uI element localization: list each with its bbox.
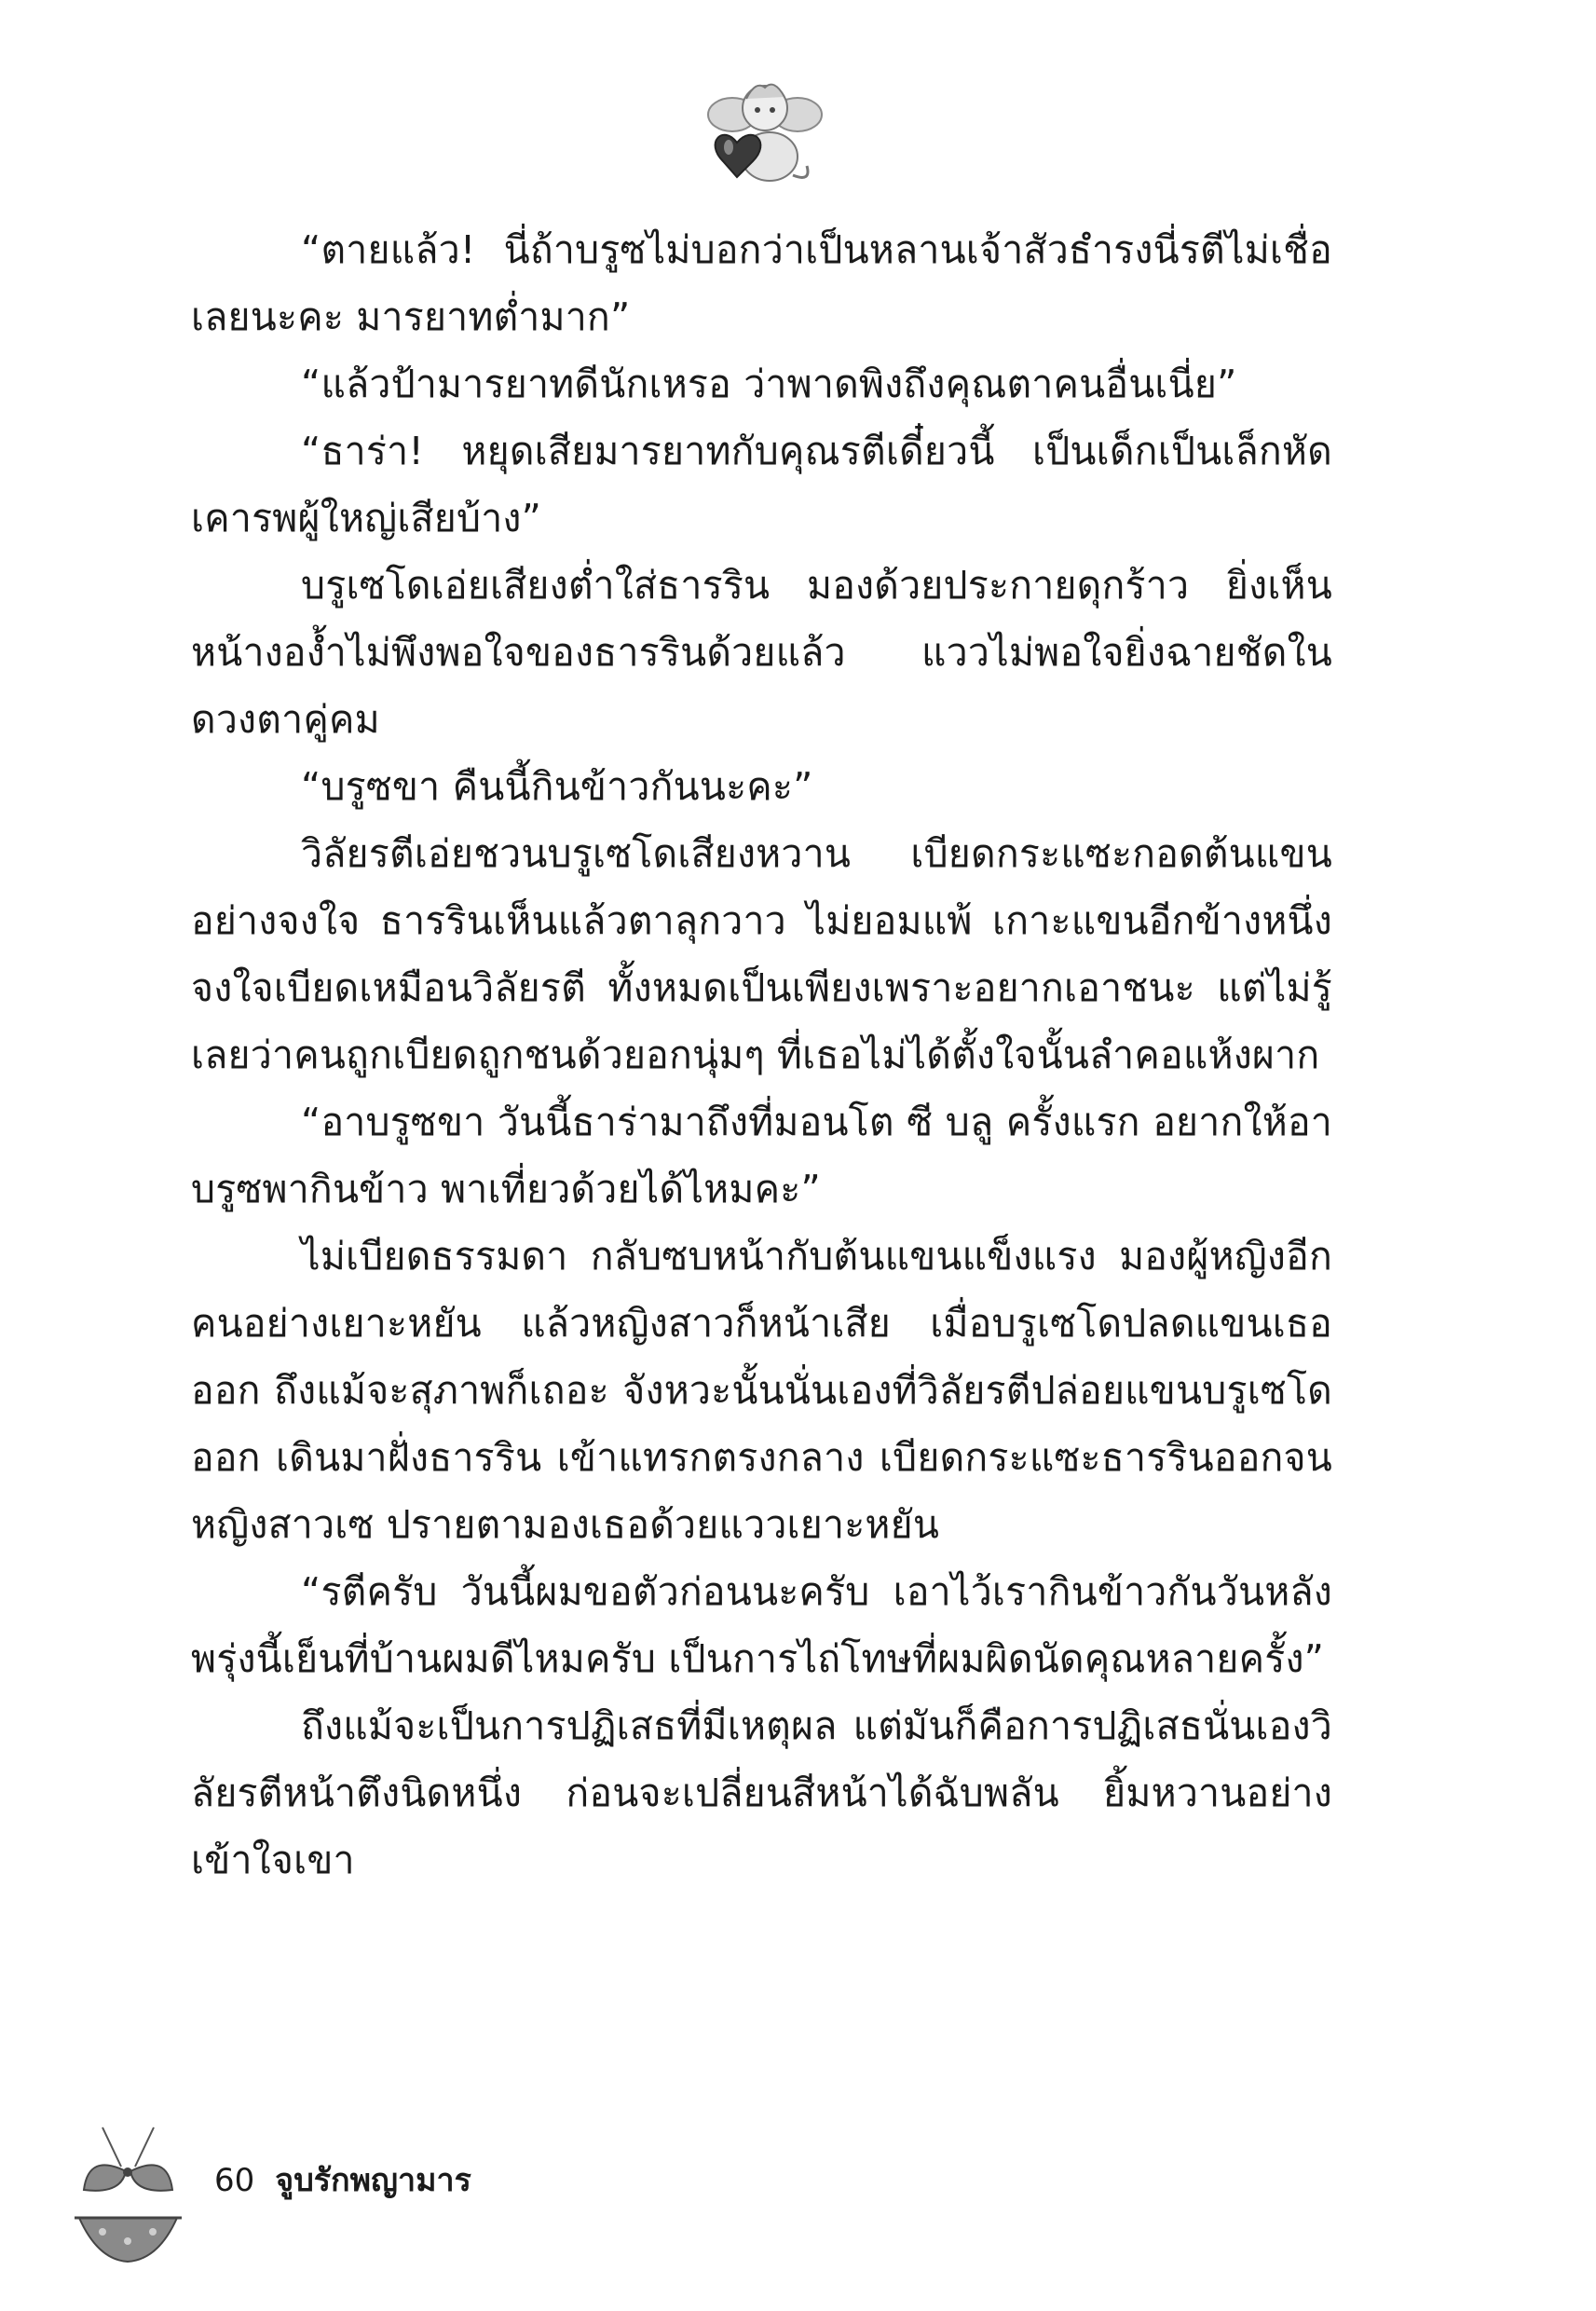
page-footer <box>214 2162 471 2199</box>
page-number: 60 <box>214 2162 255 2199</box>
paragraph: “แล้วป้ามารยาทดีนักเหรอ ว่าพาดพิงถึงคุณตาคนอื่นเนี่ย” <box>301 362 1237 406</box>
paragraph: “บรูซขา คืนนี้กินข้าวกันนะคะ” <box>301 764 813 809</box>
cupid-heart-icon <box>704 73 825 194</box>
paragraph: “ตายแล้ว! นี่ถ้าบรูซไม่บอกว่าเป็นหลานเจ้าสัวธำรงนี่รตีไม่เชื่อเลยนะคะ มารยาทต่ำมาก” <box>191 227 1332 339</box>
paragraph: วิลัยรตีเอ่ยชวนบรูเซโดเสียงหวาน เบียดกระแซะกอดต้นแขนอย่างจงใจ ธารรินเห็นแล้วตาลุกวาว ไม่ยอมแพ้ เกาะแขนอีกข้างหนึ่งจงใจเบียดเหมือนวิลัยรตี ทั้งหมดเป็นเพียงเพราะอยากเอาชนะ แต่ไม่รู้เลยว่าคนถูกเบียดถูกชนด้วยอกนุ่มๆ ที่เธอไม่ได้ตั้งใจนั้นลำคอแห้งผาก <box>191 831 1332 1077</box>
page-body <box>191 216 1332 1894</box>
paragraph: “ธาร่า! หยุดเสียมารยาทกับคุณรตีเดี๋ยวนี้ เป็นเด็กเป็นเล็กหัดเคารพผู้ใหญ่เสียบ้าง” <box>191 429 1332 540</box>
book-title: จูบรักพญามาร <box>275 2162 471 2199</box>
paragraph: ถึงแม้จะเป็นการปฏิเสธที่มีเหตุผล แต่มันก็คือการปฏิเสธนั่นเองวิลัยรตีหน้าตึงนิดหนึ่ง ก่อนจะเปลี่ยนสีหน้าได้ฉับพลัน ยิ้มหวานอย่างเข้าใจเขา <box>191 1703 1332 1882</box>
paragraph: ไม่เบียดธรรมดา กลับซบหน้ากับต้นแขนแข็งแรง มองผู้หญิงอีกคนอย่างเยาะหยัน แล้วหญิงสาวก็หน้าเสีย เมื่อบรูเซโดปลดแขนเธอออก ถึงแม้จะสุภาพก็เถอะ จังหวะนั้นนั่นเองที่วิลัยรตีปล่อยแขนบรูเซโดออก เดินมาฝั่งธารริน เข้าแทรกตรงกลาง เบียดกระแซะธารรินออกจนหญิงสาวเซ ปรายตามองเธอด้วยแววเยาะหยัน <box>191 1234 1332 1547</box>
paragraph: “อาบรูซขา วันนี้ธาร่ามาถึงที่มอนโต ซี บลู ครั้งแรก อยากให้อาบรูซพากินข้าว พาเที่ยวด้วยได้ไหมคะ” <box>191 1100 1332 1211</box>
paragraph: บรูเซโดเอ่ยเสียงต่ำใส่ธารริน มองด้วยประกายดุกร้าว ยิ่งเห็นหน้างอง้ำไม่พึงพอใจของธารรินด้วยแล้ว แววไม่พอใจยิ่งฉายชัดในดวงตาคู่คม <box>191 563 1332 742</box>
paragraph: “รตีครับ วันนี้ผมขอตัวก่อนนะครับ เอาไว้เรากินข้าวกันวันหลังพรุ่งนี้เย็นที่บ้านผมดีไหมครับ เป็นการไถ่โทษที่ผมผิดนัดคุณหลายครั้ง” <box>191 1569 1332 1681</box>
bikini-icon <box>75 2120 182 2269</box>
